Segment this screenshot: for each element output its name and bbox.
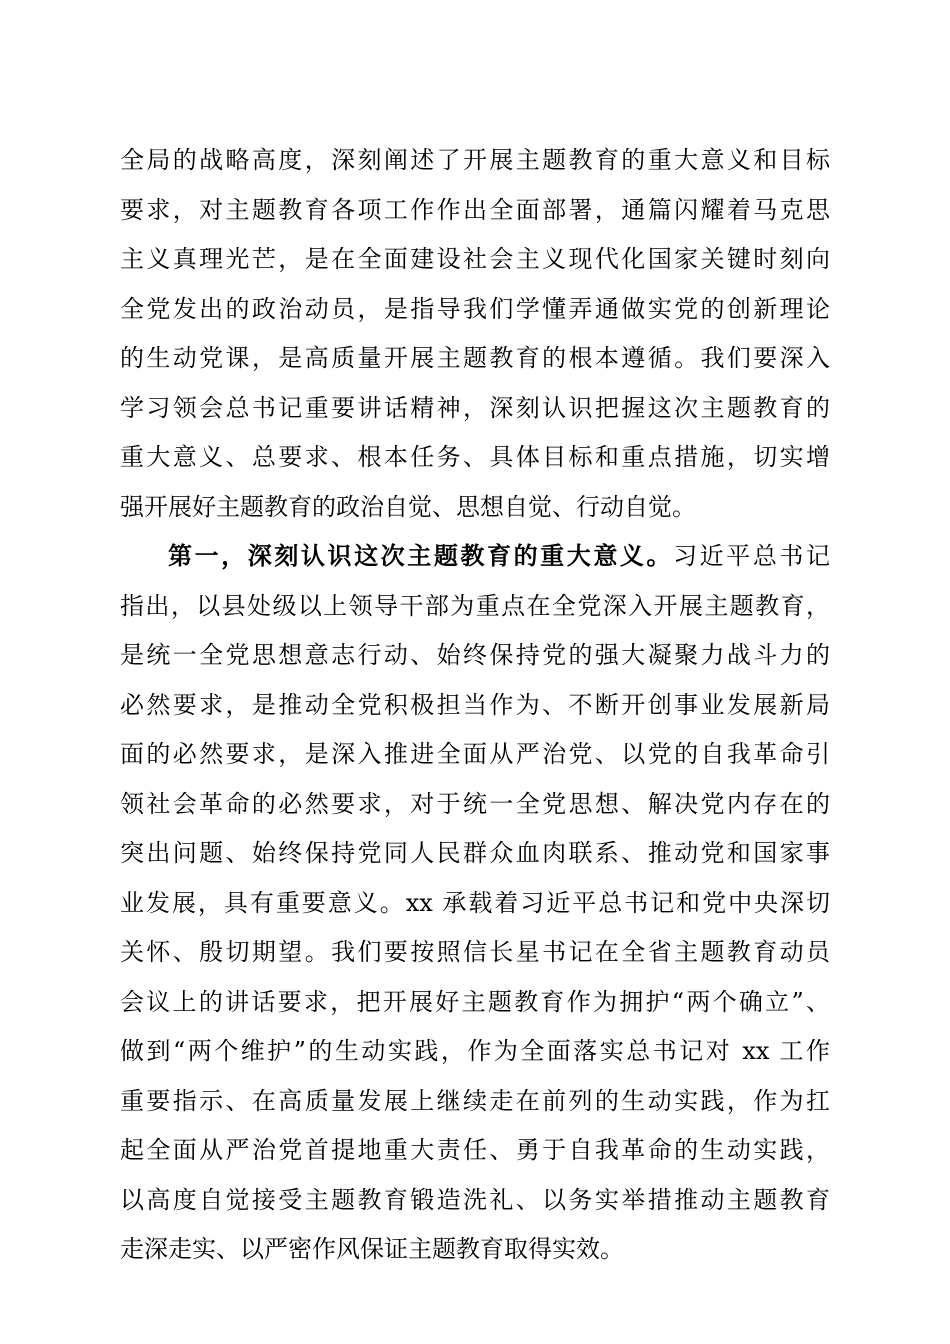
paragraph-line: 强开展好主题教育的政治自觉、思想自觉、行动自觉。 xyxy=(120,493,696,521)
paragraph-line: 业发展，具有重要意义。xx 承载着习近平总书记和党中央深切 xyxy=(120,889,830,917)
paragraph-line: 的生动党课，是高质量开展主题教育的根本遵循。我们要深入 xyxy=(120,344,830,372)
paragraph-line: 做到“两个维护”的生动实践，作为全面落实总书记对 xx 工作 xyxy=(120,1037,830,1065)
paragraph-line: 重大意义、总要求、根本任务、具体目标和重点措施，切实增 xyxy=(120,443,830,471)
paragraph-line: 全党发出的政治动员，是指导我们学懂弄通做实党的创新理论 xyxy=(120,295,830,323)
paragraph-line: 全局的战略高度，深刻阐述了开展主题教育的重大意义和目标 xyxy=(120,146,830,174)
paragraph-line: 起全面从严治党首提地重大责任、勇于自我革命的生动实践， xyxy=(120,1136,830,1164)
paragraph-line: 是统一全党思想意志行动、始终保持党的强大凝聚力战斗力的 xyxy=(120,641,830,669)
paragraph-line: 重要指示、在高质量发展上继续走在前列的生动实践，作为扛 xyxy=(120,1087,830,1115)
paragraph-line: 学习领会总书记重要讲话精神，深刻认识把握这次主题教育的 xyxy=(120,394,830,422)
paragraph-line: 要求，对主题教育各项工作作出全面部署，通篇闪耀着马克思 xyxy=(120,196,830,224)
paragraph-line: 面的必然要求，是深入推进全面从严治党、以党的自我革命引 xyxy=(120,740,830,768)
paragraph-line: 领社会革命的必然要求，对于统一全党思想、解决党内存在的 xyxy=(120,790,830,818)
paragraph-line: 走深走实、以严密作风保证主题教育取得实效。 xyxy=(120,1235,624,1263)
paragraph-first-line xyxy=(168,537,830,575)
paragraph-line: 突出问题、始终保持党同人民群众血肉联系、推动党和国家事 xyxy=(120,839,830,867)
paragraph-line: 以高度自觉接受主题教育锻造洗礼、以务实举措推动主题教育 xyxy=(120,1186,830,1214)
paragraph-line: 关怀、殷切期望。我们要按照信长星书记在全省主题教育动员 xyxy=(120,938,830,966)
paragraph-line: 指出，以县处级以上领导干部为重点在全党深入开展主题教育， xyxy=(120,592,830,620)
paragraph-text: 习近平总书记 xyxy=(673,542,831,570)
paragraph-line: 会议上的讲话要求，把开展好主题教育作为拥护“两个确立”、 xyxy=(120,988,830,1016)
paragraph-line: 必然要求，是推动全党积极担当作为、不断开创事业发展新局 xyxy=(120,691,830,719)
section-heading: 第一，深刻认识这次主题教育的重大意义。 xyxy=(168,541,674,570)
paragraph-line: 主义真理光芒，是在全面建设社会主义现代化国家关键时刻向 xyxy=(120,245,830,273)
